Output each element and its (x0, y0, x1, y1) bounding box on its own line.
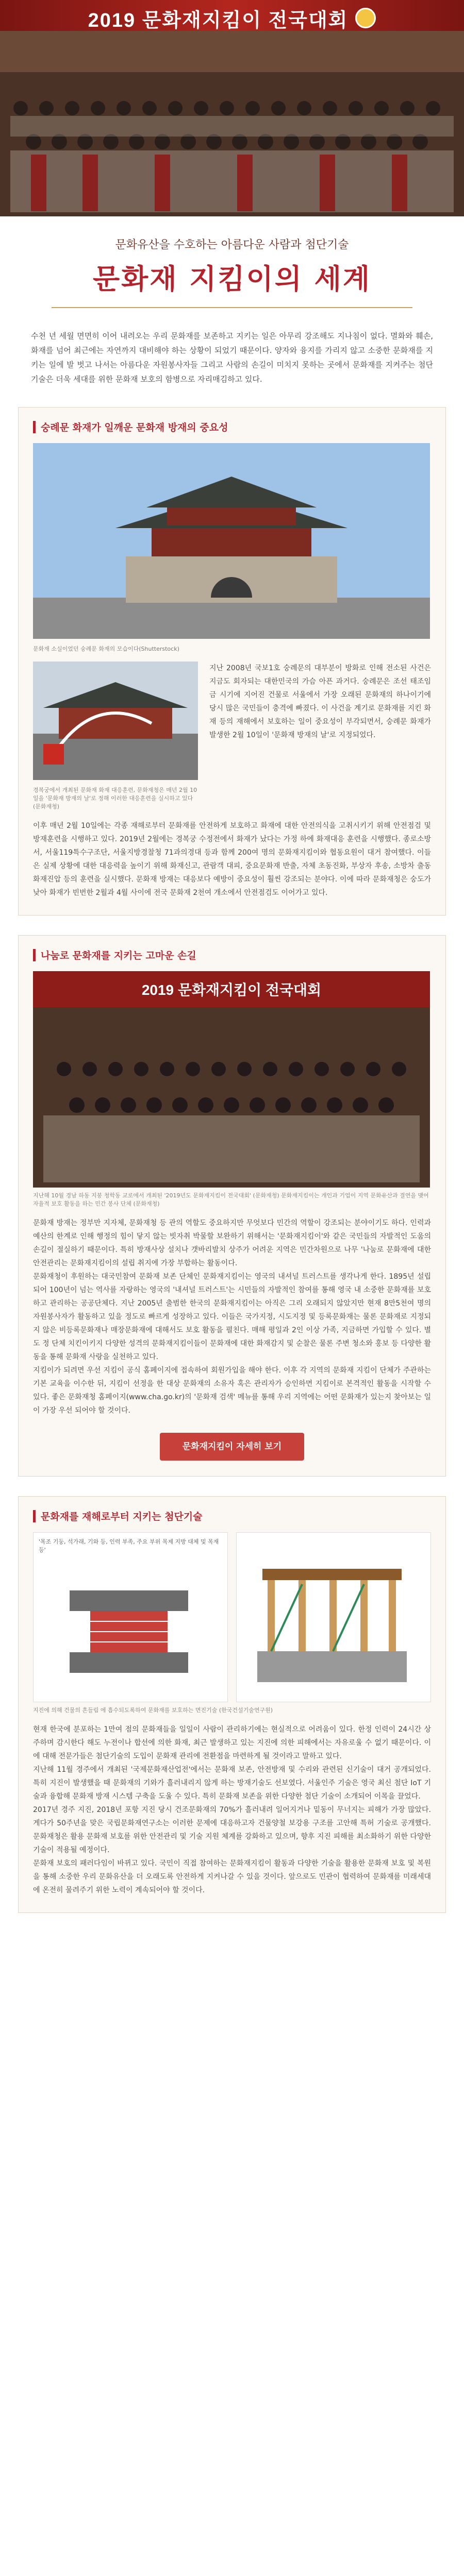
section-title: 숭례문 화재가 일깨운 문화재 방재의 중요성 (41, 422, 228, 433)
structure-illustration (237, 1533, 427, 1703)
photo-caption: 경복궁에서 개최된 문화재 화재 대응훈련, 문화재청은 매년 2월 10일을 '문화재 방재의 날'로 정해 이러한 대응훈련을 실시하고 있다 (문화재청) (33, 787, 197, 810)
event-logo-icon (355, 8, 376, 28)
sungnyemun-photo (33, 443, 430, 639)
body-paragraph: 이후 매년 2월 10일에는 각종 재해로부터 문화재를 안전하게 보호하고 화재에 대한 안전의식을 고취시키기 위해 안전점검 및 방재훈련을 시행하고 있다. 2019년 2월에는 경복궁 수정전에서 화재가 났다는 가정 하에 화재대응 훈련을 시행했다. 종로소방서, 서울119특수구조단, 서울지방경찰청 71과의경대 등과 함께 200여 명의 문화재지킴이와 협동요원이 대거 참여했다. 이들은 실제 상황에 대한 대응력을 높이기 위해 화재신고, 관람객 대피, 중요문화재 반출, 자체 초동진화, 부상자 후송, 소방차 출동 화재진압 등의 훈련을 실시했다. 문화재 방재는 대응보다 예방이 중요성이 훨씬 강조되는 분야다. 이에 따라 문화재청은 숭도가 낮아 화재가 빈번한 2월과 4월 사이에 전국 문화재 2천여 개소에서 안전점검도 이어가고 있다. (33, 822, 431, 897)
fire-drill-photo (33, 662, 198, 780)
section-volunteers (18, 935, 446, 1477)
section-fire-prevention (18, 407, 446, 916)
body-paragraph: 현재 한국에 분포하는 1만여 점의 문화재들을 일일이 사람이 관리하기에는 현실적으로 어려움이 있다. 한정 인력이 24시간 상주하며 감시한다 해도 누전이나 합선에 의한 화재, 최근 발생하고 있는 지진에 의한 피해에서는 자유로울 수 없기 때문이다. 이에 대해 전문가들은 첨단기술의 도입이 문화재 관리에 전환점을 마련하게 될 것이라고 말하고 있다. (33, 1725, 431, 1760)
body-paragraph: 문화재청이 후원하는 대국민참여 문화재 보존 단체인 문화재지킴이는 영국의 내셔널 트러스트를 생각나게 한다. 1895년 설립되어 100년이 넘는 역사를 자랑하는 영국의 '내셔널 트러스트'는 시민들의 자발적인 참여를 통해 영국 내 소중한 문화재를 보호하고 관리하는 공공단체다. 지난 2005년 출범한 한국의 문화재지킴이는 아직은 그리 오래되지 않았지만 현재 8만5천여 명의 자원봉사자가 활동하고 있을 정도로 빠르게 성장하고 있다. 이들은 국가지정, 시도지정 및 등록문화재는 물론 문화재로 지정되지 않은 비등록문화재나 매장문화재에 대해서도 보호 활동을 펼친다. 매해 평일과 2인 이상 가족, 지금하면 가입할 수 있다. 별도 정 단체 치킨이키지 다양한 성격의 문화재지킴이들이 문화재에 대한 화재감지 및 순찰은 물론 주변 청소와 홍보 등 다양한 활동을 통해 문화재 사랑을 실천하고 있다. (33, 1273, 431, 1361)
photo-caption: 문화재 소실이었던 숭례문 화재의 모습이다(Shutterstock) (33, 646, 179, 652)
section-title: 문화재를 재해로부터 지키는 첨단기술 (41, 1511, 203, 1522)
page-title: 문화재 지킴이의 세계 (92, 262, 372, 295)
body-paragraph: 2017년 경주 지진, 2018년 포항 지진 당시 건조문화재의 70%가 흘러내려 일어지거나 밑동이 무너지는 피해가 가장 많았다. 게다가 50주년을 맞은 국립문화재연구소는 이러한 문제에 대응하고자 건물양철 보강용 구조를 고안해 특허 기술로 공개했다. 문화재청은 활용 문화재 보호를 위한 안전관리 및 기술 지원 체계를 강화하고 있으며, 향후 지진 피해를 최소화하기 위한 다양한 기술이 적용될 예정이다. (33, 1806, 431, 1854)
diagram-label: '목조 기둥, 석가래, 기와 등, 인력 부족, 주요 부위 목제 지방 대체 및 목재 등' (39, 1538, 219, 1553)
seismic-isolation-diagram (33, 1532, 228, 1702)
volunteer-details-button[interactable]: 문화재지킴이 자세히 보기 (160, 1433, 304, 1461)
section-marker (33, 421, 36, 433)
group-photo (0, 31, 464, 216)
conference-photo (33, 971, 430, 1188)
isolation-bearing-illustration (34, 1560, 224, 1699)
section-header (33, 948, 431, 962)
photo-caption: 지난해 10월 경남 하동 지붕 청학동 교로에서 개최된 '2019년도 문화재지킴이 전국대회' (문화재청) 문화재지킴이는 개인과 기업이 지역 문화유산과 결연을 맺어 자율적 보호 활동을 하는 민간 봉사 단체 (문화재청) (33, 1192, 429, 1207)
conference-banner-title: 2019 문화재지킴이 전국대회 (141, 982, 322, 998)
title-divider (52, 307, 412, 308)
structure-reinforcement-diagram (236, 1532, 431, 1702)
section-header (33, 420, 431, 434)
title-block (0, 216, 464, 313)
section-header (33, 1509, 431, 1523)
body-paragraph: 문화재 보호의 패러다임이 바뀌고 있다. 국민이 직접 참여하는 문화재지킴이 활동과 다양한 기술을 활용한 문화재 보호 및 복원을 통해 소중한 우리 문화유산을 더 오래도록 안전하게 지켜나갈 수 있을 것이다. 앞으로도 민관이 협력하여 문화재를 미래세대에 온전히 물려주기 위한 노력이 계속되어야 할 것이다. (33, 1859, 431, 1894)
page-subtitle: 문화유산을 수호하는 아름다운 사람과 첨단기술 (115, 239, 349, 251)
body-paragraph: 문화재 방재는 정부만 지자체, 문화재청 등 관의 역할도 중요하지만 무엇보다 민간의 역할이 강조되는 분야이기도 하다. 인력과 예산의 한계로 인해 행정의 힘이 닿지 않는 빗자취 박물할 보완하기 위해서는 '문화재지킴이'와 같은 국민들의 자발적인 도움의 손길이 절실하기 때문이다. 특히 방재사상 설치나 갯바리발치 상주가 어려운 지역은 민간차원으로 나무 '나눔로 문화재에 대한 안전관리는 문화재지킴이의 설립 취지에 가장 부합하는 활동이다. (33, 1219, 431, 1267)
hero-title: 2019 문화재지킴이 전국대회 (88, 9, 349, 31)
section-title: 나눔로 문화재를 지키는 고마운 손길 (41, 950, 196, 961)
drill-photo-column (33, 662, 198, 819)
hero-banner (0, 0, 464, 216)
text-with-photo (33, 662, 431, 819)
body-paragraph: 지킴이가 되려면 우선 지킴이 공식 홈페이지에 접속하여 회원가입을 해야 한다. 이후 각 지역의 문화재 지킴이 단체가 주관하는 기본 교육을 이수한 뒤, 지킴이 선정을 한 대상 문화재의 소유자 혹은 관리자가 승인하면 지킴이로 본격적인 활동을 시작할 수 있다. 좋은 문화재청 홈페이지(www.cha.go.kr)의 '문화재 검색' 메뉴를 통해 우리 지역에는 어떤 문화재가 있는지 찾아보는 일이 가장 우선 되어야 할 것이다. (33, 1366, 431, 1415)
group-photo (33, 1007, 430, 1188)
body-paragraph: 지난 2008년 국보1호 숭례문의 대부분이 방화로 인해 전소된 사건은 지금도 회자되는 대한민국의 가슴 아픈 과거다. 숭례문은 조선 태조임금 시기에 지어진 건물로 서울에서 가장 오래된 문화재의 하나이기에 당시 많은 국민들이 충격에 빠졌다. 이 사건을 계기로 문화재를 지킨 화재 등의 재해에서 보호하는 일이 중요성이 부각되면서, 숭례문 화재가 발생한 2월 10일이 '문화재 방재의 날'로 지정되었다. (209, 664, 431, 739)
intro-paragraph: 수천 년 세월 면면히 이어 내려오는 우리 문화재를 보존하고 지키는 일은 아무리 강조해도 지나침이 없다. 멸화와 훼손, 화재를 넘어 최근에는 자연까지 대비해야 하는 상황이 되었기 때문이다. 양자와 융지를 가리지 않고 소중한 문화재를 지키는 일에 발 벗고 나서는 아름다운 자원봉사자들 그리고 사람의 손길이 미치지 못하는 곳에서 문화재를 지켜주는 첨단기술은 더욱 세대를 위한 문화재 보호의 함병으로 자리매김하고 있다. (31, 331, 433, 384)
body-paragraph: 지난해 11월 경주에서 개최된 '국제문화재산업전'에서는 문화재 보존, 안전방재 및 수리와 관련된 신기술이 대거 공개되었다. 특히 지진이 발생했을 때 문화재의 기와가 흘러내리지 않게 하는 방재기술도 선보였다. 서울인주 기술은 영국 최신 첨단 IoT 기술과 융합해 문화재 방재 시스템 구축을 도울 수 있다. 특히 문화재 보존을 위한 다양한 첨단 기술이 소개되어 이목을 끌었다. (33, 1766, 431, 1801)
seismic-diagrams (33, 1532, 431, 1702)
conference-banner (33, 971, 430, 1007)
section-marker (33, 949, 36, 961)
section-marker (33, 1510, 36, 1522)
section-technology (18, 1496, 446, 1913)
photo-caption: 지진에 의해 건물의 흔들림 에 흡수되도록하여 문화재를 보호하는 면진기술 (한국건설기술연구원) (33, 1707, 273, 1714)
